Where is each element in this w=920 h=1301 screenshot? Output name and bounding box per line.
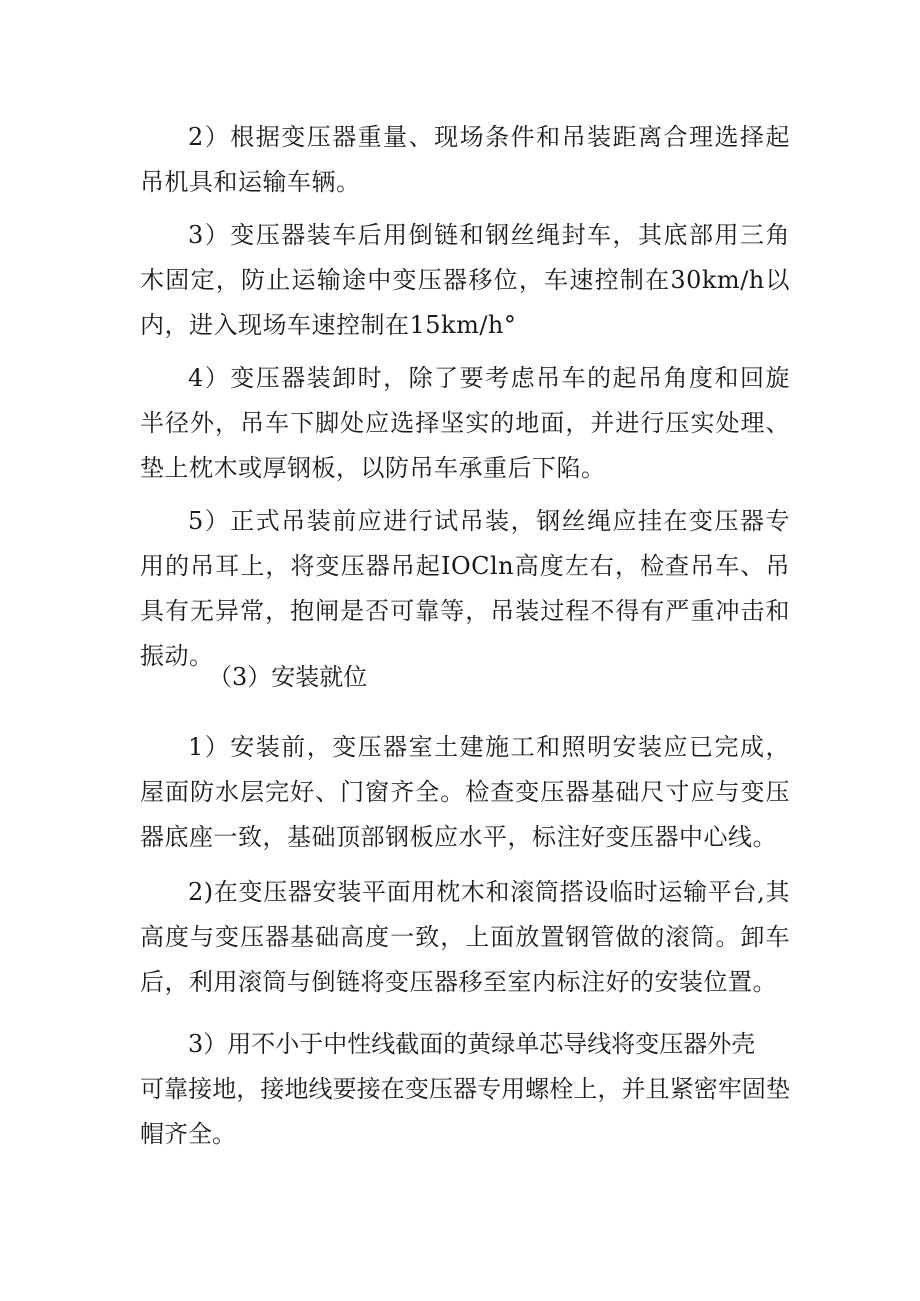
paragraph-item-2: 2）根据变压器重量、现场条件和吊装距离合理选择起吊机具和运输车辆。: [140, 123, 790, 196]
section-paragraph-1: 1）安装前，变压器室土建施工和照明安装应已完成，屋面防水层完好、门窗齐全。检查变压器基础尺寸应与变压器底座一致，基础顶部钢板应水平，标注好变压器中心线。: [140, 733, 790, 851]
section-paragraph-2: 2)在变压器安装平面用枕木和滚筒搭设临时运输平台,其高度与变压器基础高度一致，上面放置钢管做的滚筒。卸车后，利用滚筒与倒链将变压器移至室内标注好的安装位置。: [140, 878, 790, 996]
paragraph-item-5: 5）正式吊装前应进行试吊装，钢丝绳应挂在变压器专用的吊耳上，将变压器吊起IOCln高度左右，检查吊车、吊具有无异常，抱闸是否可靠等，吊装过程不得有严重冲击和振动。: [140, 507, 790, 670]
last-paragraph-line-1: 3）用不小于中性线截面的黄绿单芯导线将变压器外壳: [188, 1030, 756, 1058]
paragraph-item-4: 4）变压器装卸时，除了要考虑吊车的起吊角度和回旋半径外，吊车下脚处应选择坚实的地面，并进行压实处理、垫上枕木或厚钢板，以防吊车承重后下陷。: [140, 364, 790, 482]
last-paragraph-line-2: 可靠接地，接地线要接在变压器专用螺栓上，并且紧密牢固垫帽齐全。: [140, 1075, 790, 1148]
last-paragraph: [140, 1022, 790, 1157]
section-paragraphs: [140, 725, 790, 1005]
section-heading-block: [140, 655, 790, 700]
paragraph-item-3: 3）变压器装车后用倒链和钢丝绳封车，其底部用三角木固定，防止运输途中变压器移位，车速控制在30km∕h以内，进入现场车速控制在15km∕h°: [140, 221, 790, 339]
section-heading: （3）安装就位: [208, 663, 368, 691]
intro-paragraphs: [140, 115, 790, 679]
